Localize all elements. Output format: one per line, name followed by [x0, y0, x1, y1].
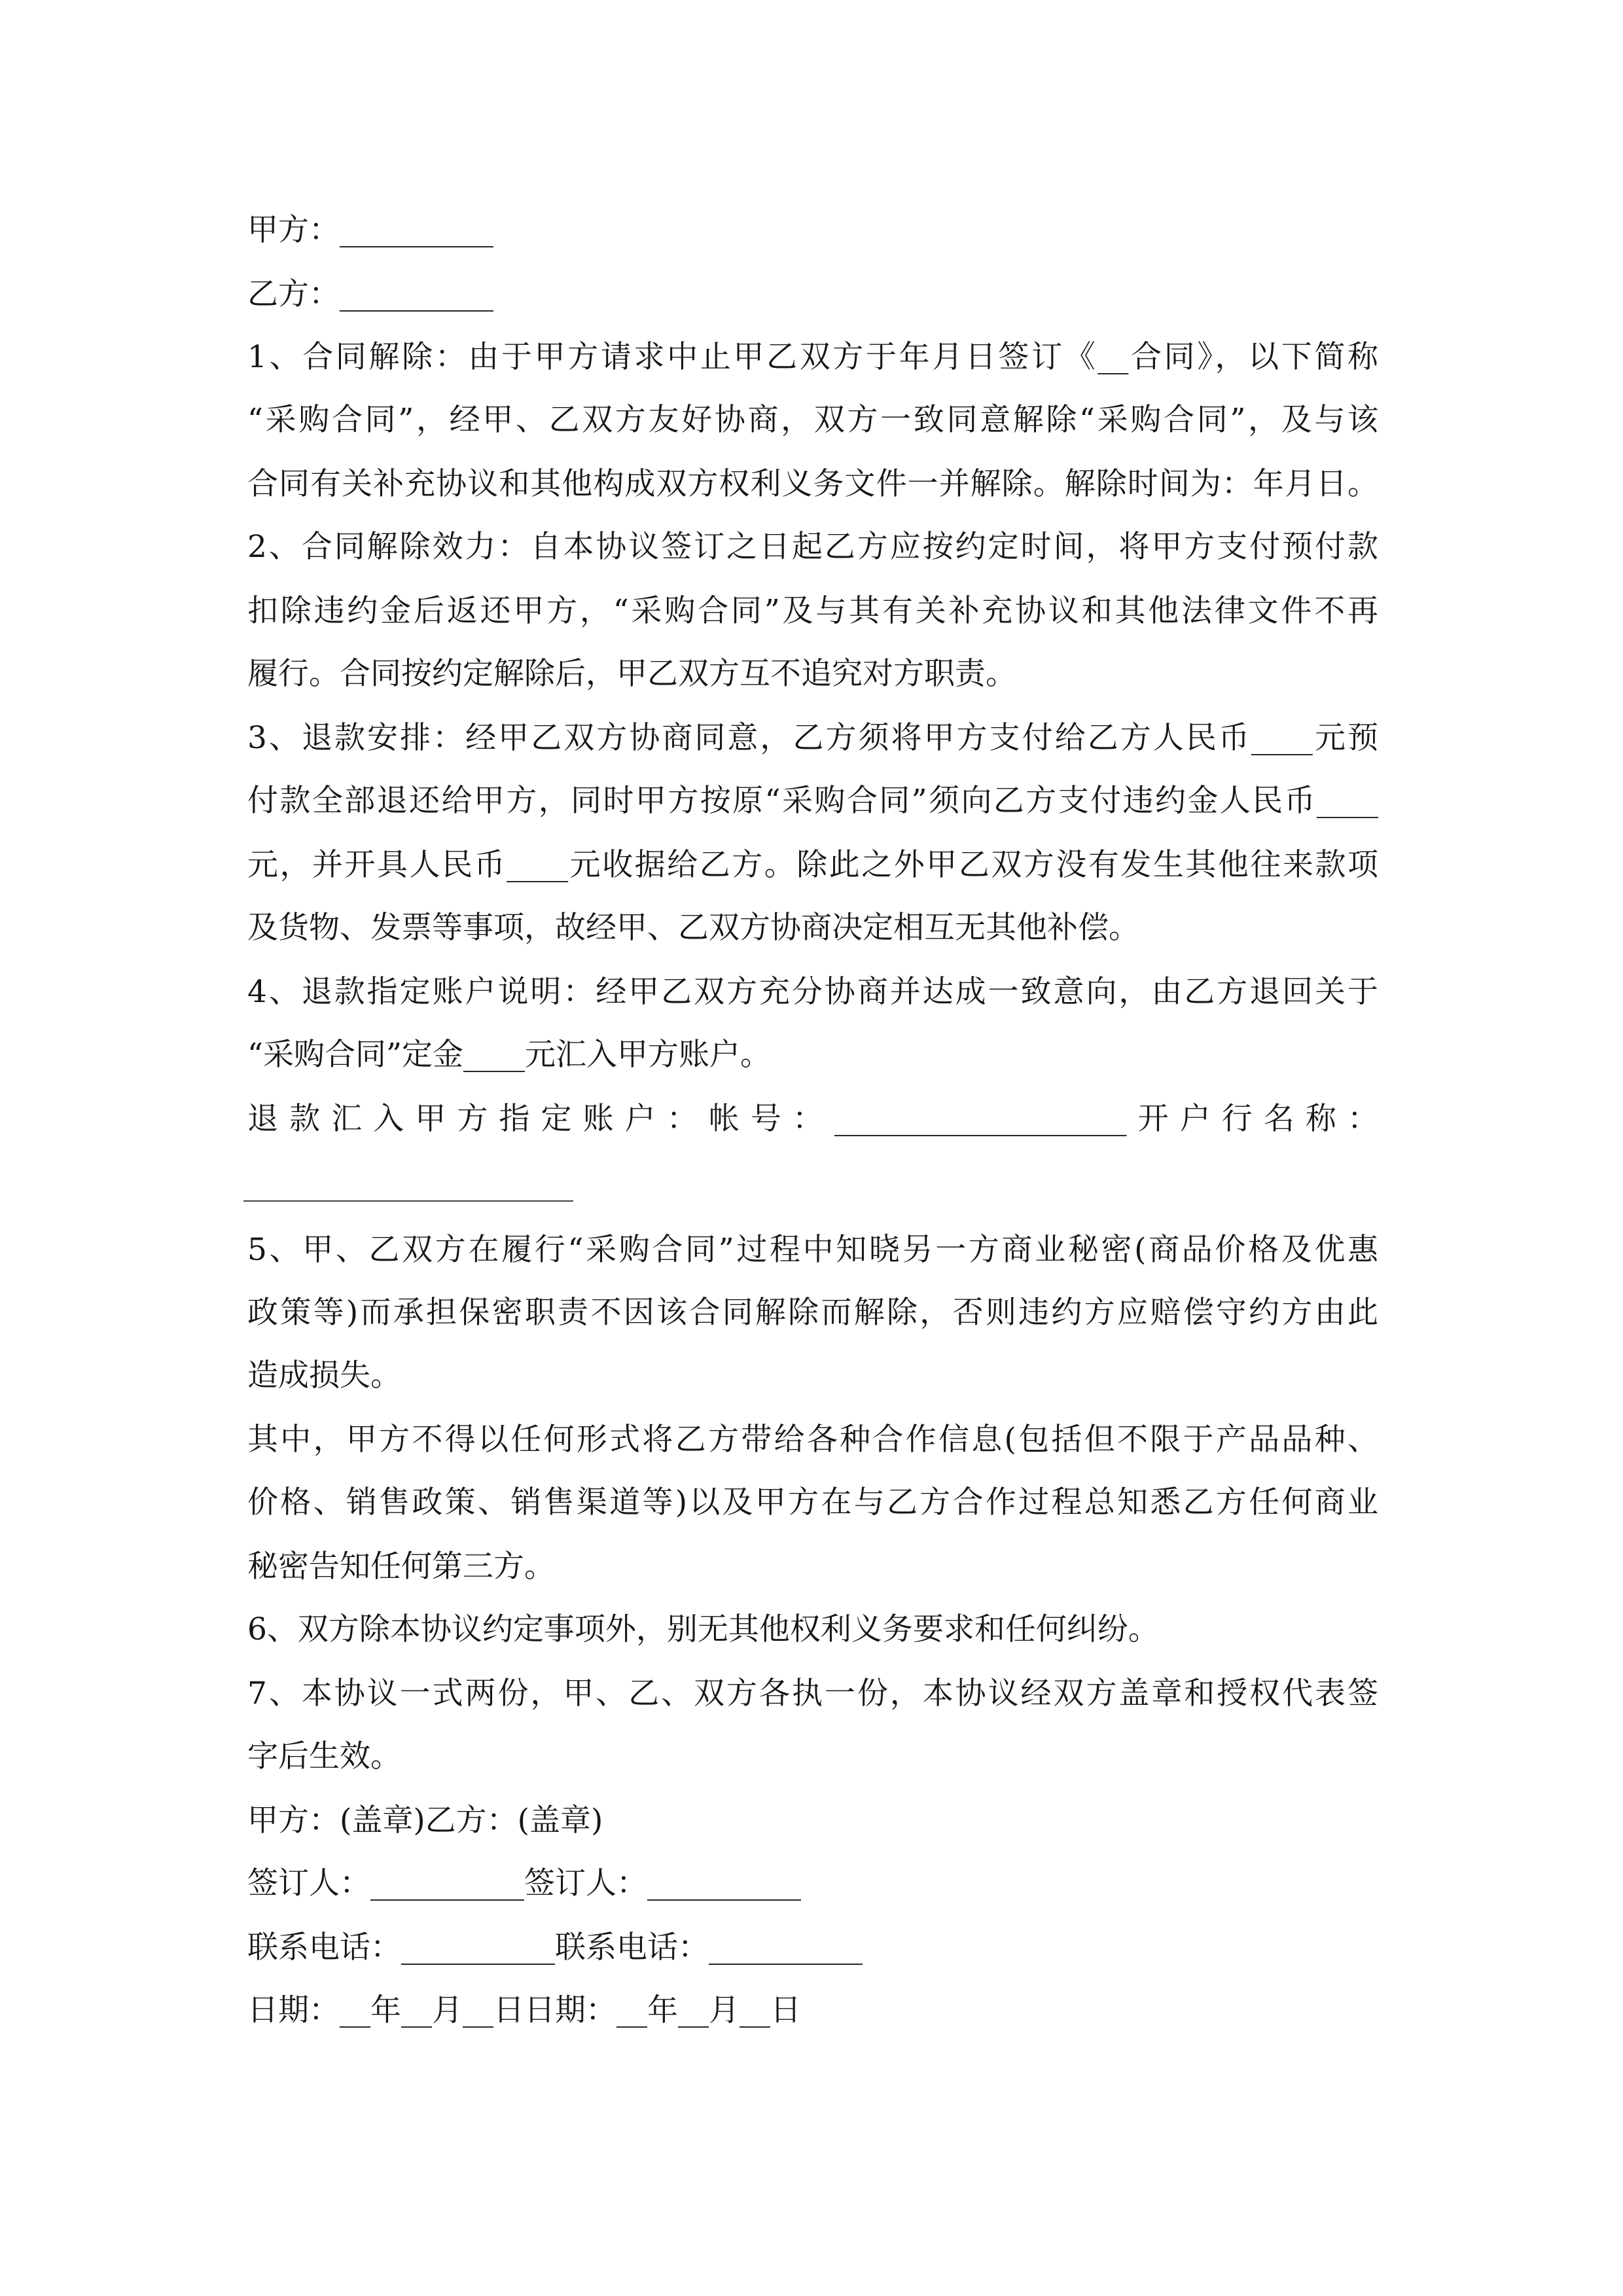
clause-3-line-3: 元，并开具人民币____元收据给乙方。除此之外甲乙双方没有发生其他往来款项 — [247, 847, 1378, 883]
clause-4-line-2: “采购合同”定金____元汇入甲方账户。 — [247, 1037, 772, 1073]
clause-2-line-1: 2、合同解除效力：自本协议签订之日起乙方应按约定时间，将甲方支付预付款 — [247, 529, 1378, 565]
signer-line: 签订人：__________签订人：__________ — [247, 1865, 801, 1901]
date-line: 日期：__年__月__日日期：__年__月__日 — [247, 1992, 801, 2028]
clause-1-line-1: 1、合同解除：由于甲方请求中止甲乙双方于年月日签订《__合同》，以下简称 — [247, 339, 1378, 375]
account-line: 退款汇入甲方指定账户：帐号：___________________开户行名称： — [247, 1101, 1378, 1137]
clause-3-line-4: 及货物、发票等事项，故经甲、乙双方协商决定相互无其他补偿。 — [247, 910, 1139, 946]
clause-5-line-1: 5、甲、乙双方在履行“采购合同”过程中知晓另一方商业秘密(商品价格及优惠 — [247, 1232, 1378, 1268]
phone-line: 联系电话：__________联系电话：__________ — [247, 1929, 863, 1965]
clause-1-line-2: “采购合同”，经甲、乙双方友好协商，双方一致同意解除“采购合同”，及与该 — [247, 402, 1378, 438]
clause-5-line-2: 政策等)而承担保密职责不因该合同解除而解除，否则违约方应赔偿守约方由此 — [247, 1295, 1378, 1331]
party-b-line: 乙方：__________ — [247, 276, 493, 312]
clause-3-line-1: 3、退款安排：经甲乙双方协商同意，乙方须将甲方支付给乙方人民币____元预 — [247, 720, 1378, 756]
clause-1-line-3: 合同有关补充协议和其他构成双方权利义务文件一并解除。解除时间为：年月日。 — [247, 466, 1378, 502]
clause-5b-line-1: 其中，甲方不得以任何形式将乙方带给各种合作信息(包括但不限于产品品种、 — [247, 1422, 1378, 1458]
bank-name-blank-line — [243, 1200, 573, 1202]
clause-7-line-1: 7、本协议一式两份，甲、乙、双方各执一份，本协议经双方盖章和授权代表签 — [247, 1676, 1378, 1712]
clause-6-line-1: 6、双方除本协议约定事项外，别无其他权利义务要求和任何纠纷。 — [247, 1611, 1159, 1647]
seal-line: 甲方：(盖章)乙方：(盖章) — [247, 1803, 603, 1839]
clause-7-line-2: 字后生效。 — [247, 1738, 401, 1774]
clause-5-line-3: 造成损失。 — [247, 1357, 401, 1393]
clause-2-line-3: 履行。合同按约定解除后，甲乙双方互不追究对方职责。 — [247, 656, 1016, 692]
clause-4-line-1: 4、退款指定账户说明：经甲乙双方充分协商并达成一致意向，由乙方退回关于 — [247, 974, 1378, 1010]
clause-2-line-2: 扣除违约金后返还甲方，“采购合同”及与其有关补充协议和其他法律文件不再 — [247, 593, 1378, 629]
clause-3-line-2: 付款全部退还给甲方，同时甲方按原“采购合同”须向乙方支付违约金人民币____ — [247, 783, 1378, 819]
clause-5b-line-2: 价格、销售政策、销售渠道等)以及甲方在与乙方合作过程总知悉乙方任何商业 — [247, 1484, 1378, 1520]
clause-5b-line-3: 秘密告知任何第三方。 — [247, 1549, 555, 1585]
party-a-line: 甲方：__________ — [247, 212, 493, 248]
